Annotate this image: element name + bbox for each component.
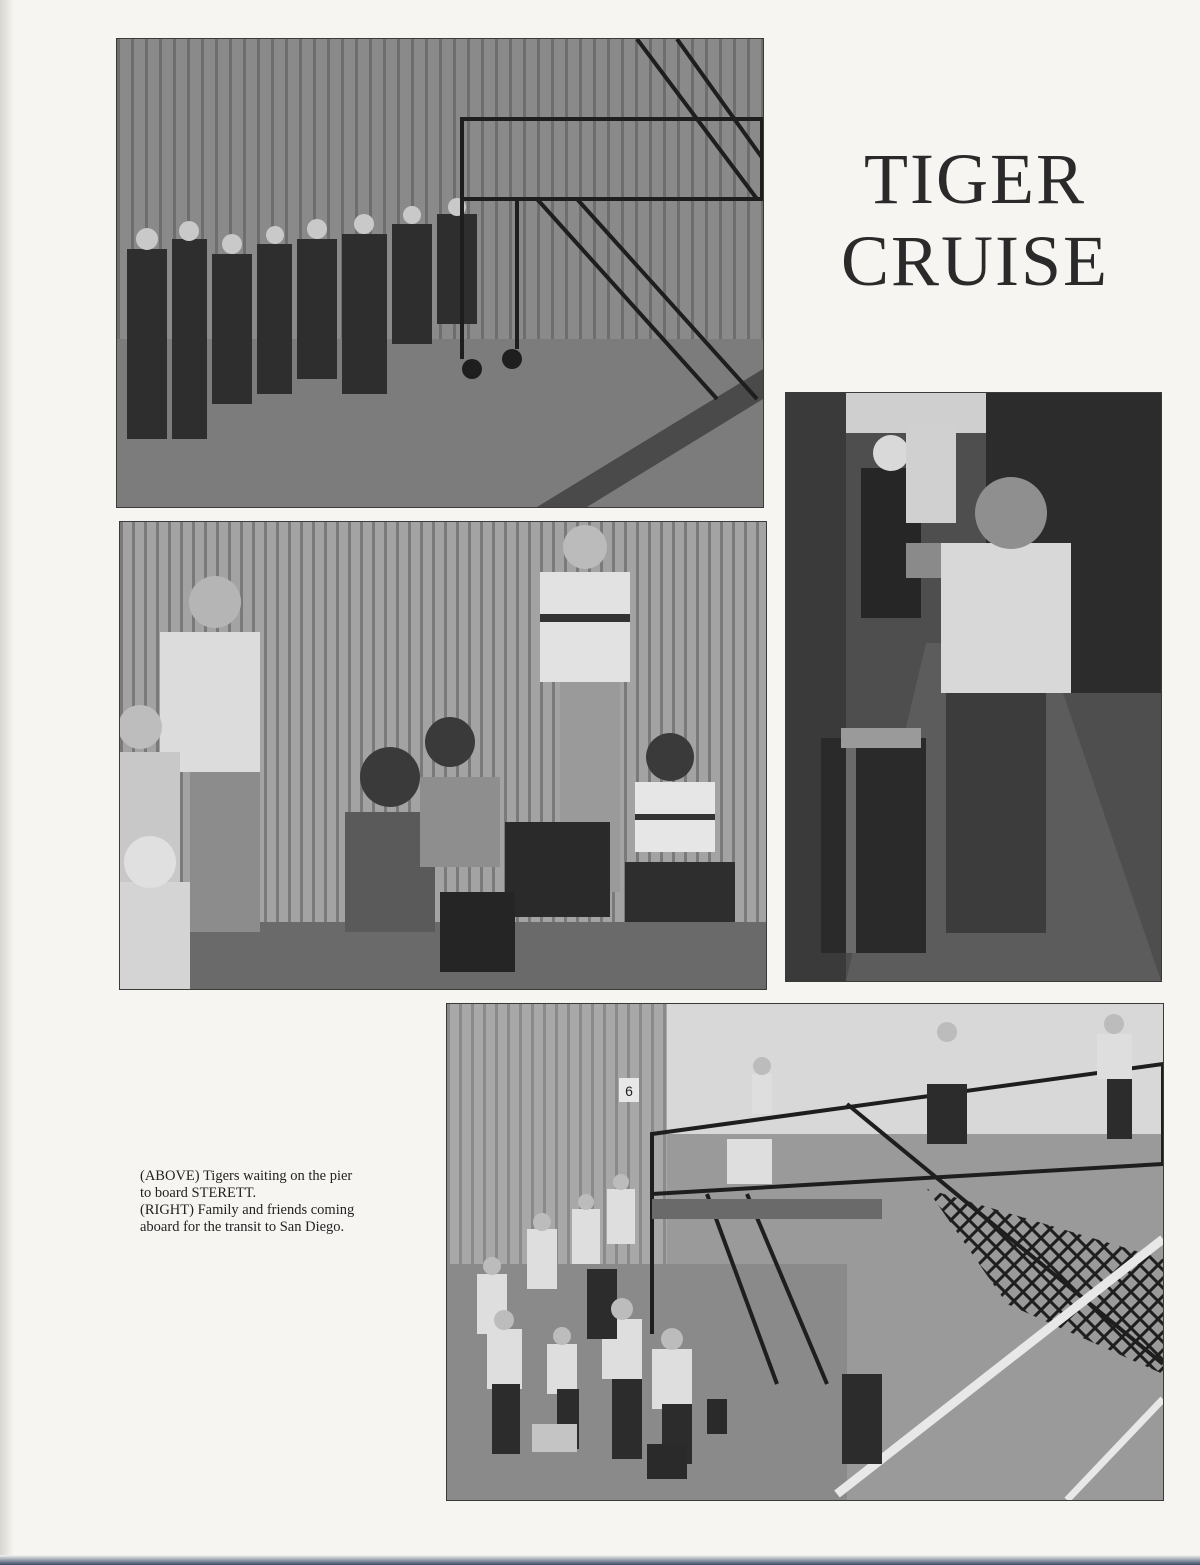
photo-gangway-boarding-image xyxy=(447,1004,1163,1500)
caption-line-4: aboard for the transit to San Diego. xyxy=(140,1219,345,1235)
page-title-line-1: TIGER xyxy=(864,139,1086,219)
photo-pier-waiting-image xyxy=(117,39,763,507)
photo-ship-passageway xyxy=(785,392,1162,982)
photo-boys-with-luggage-image xyxy=(120,522,766,989)
caption-line-3: (RIGHT) Family and friends coming xyxy=(140,1202,355,1218)
caption-line-1: (ABOVE) Tigers waiting on the pier xyxy=(140,1168,353,1184)
photo-pier-waiting xyxy=(116,38,764,508)
caption-line-2: to board STERETT. xyxy=(140,1185,257,1201)
page-binding-edge xyxy=(0,0,14,1565)
photo-gangway-boarding xyxy=(446,1003,1164,1501)
photo-ship-passageway-image xyxy=(786,393,1161,981)
page-bottom-edge xyxy=(0,1555,1200,1565)
page-title-line-2: CRUISE xyxy=(840,221,1110,301)
pier-sign-number: 6 xyxy=(625,1083,633,1099)
page-title xyxy=(800,138,1150,302)
photo-boys-with-luggage xyxy=(119,521,767,990)
photo-caption xyxy=(140,1168,430,1236)
